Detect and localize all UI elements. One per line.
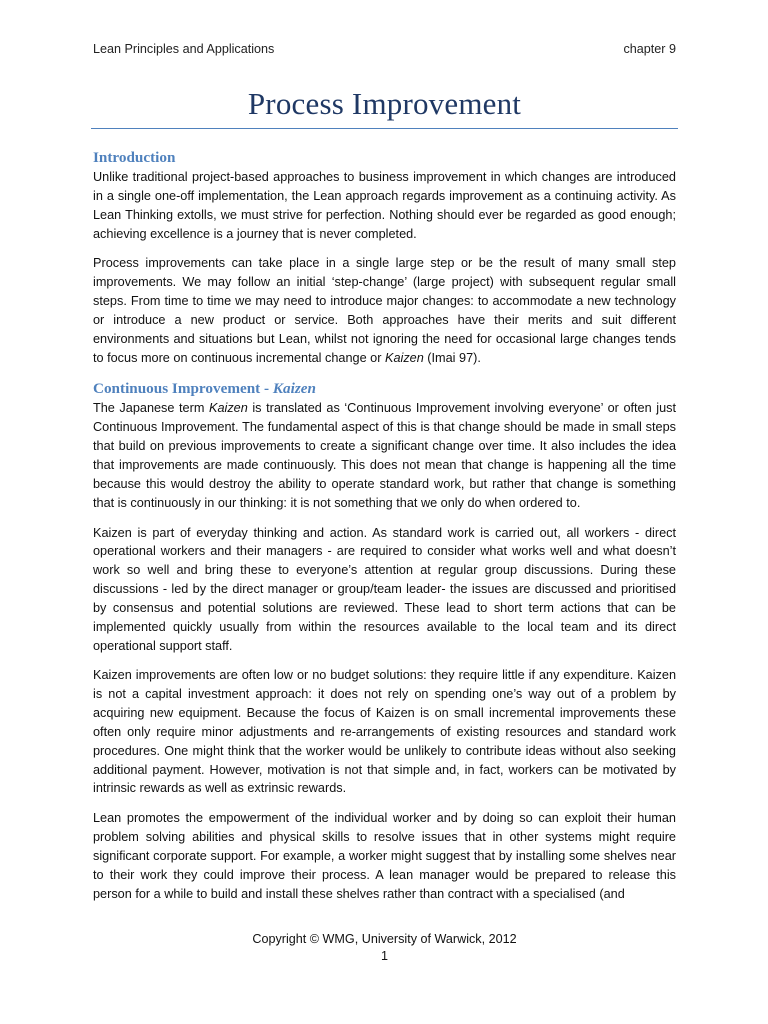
heading-continuous-improvement <box>93 379 676 399</box>
document-body <box>93 148 676 904</box>
intro-p2-text: Process improvements can take place in a single large step or be the result of many small step improvements. We may follow an initial ‘step-change’ (large project) with subsequent regular small steps. From time to time we may need to introduce major changes: to accommodate a new technology or introduce a new product or service. Both approaches have their merits and suit different environments and situations but Lean, whilst not ignoring the need for occasional large changes tends to focus more on continuous incremental change or <box>93 256 676 365</box>
page-title: Process Improvement <box>247 86 522 121</box>
kaizen-paragraph-3: Kaizen improvements are often low or no budget solutions: they require little if any expenditure. Kaizen is not a capital investment approach: it does not rely on spending one’s way out of a problem by acquiring new equipment. Because the focus of Kaizen is on small incremental improvements these often only require minor adjustments and re-arrangements of existing resources and standard work procedures. One might think that the worker would be unlikely to contribute ideas without also seeking additional payment. However, motivation is not that simple and, in fact, workers can be motivated by intrinsic rewards as well as extrinsic rewards. <box>93 668 676 796</box>
kaizen-paragraph-1 <box>93 399 676 512</box>
heading-ci-main: Continuous Improvement - <box>93 380 273 398</box>
page-footer <box>93 931 676 965</box>
intro-paragraph-1: Unlike traditional project-based approaches to business improvement in which changes are introduced in a single one-off implementation, the Lean approach regards improvement as a continuing activity. As Lean Thinking extolls, we must strive for perfection. Nothing should ever be regarded as good enough; achieving excellence is a journey that is never completed. <box>93 170 676 241</box>
kaizen-p1-text: is translated as ‘Continuous Improvement involving everyone’ or often just Continuous Improvement. The fundamental aspect of this is that change should be made in small steps that build on previous improvements to create a significant change over time. It also includes the idea that improvements are made continuously. This does not mean that change is happening all the time because this would destroy the ability to operate standard work, but rather that change is something that is continuously in our thinking: it is not something that we only do when ordered to. <box>93 401 676 510</box>
kaizen-paragraph-4: Lean promotes the empowerment of the individual worker and by doing so can exploit their human problem solving abilities and physical skills to resolve issues that in other systems might require significant corporate support. For example, a worker might suggest that by installing some shelves near to their work they could improve their process. A lean manager would be prepared to release this person for a while to build and install these shelves rather than contract with a specialised (and <box>93 811 676 901</box>
title-divider <box>91 128 678 129</box>
intro-p2-citation: (Imai 97). <box>423 350 481 365</box>
kaizen-p1-term: Kaizen <box>208 401 248 416</box>
kaizen-p1-lead: The Japanese term <box>93 401 209 416</box>
header-chapter: chapter 9 <box>623 42 676 56</box>
page-header <box>93 42 676 60</box>
kaizen-paragraph-2: Kaizen is part of everyday thinking and action. As standard work is carried out, all workers - direct operational workers and their managers - are required to consider what works well and what doesn’t work so well and bring these to everyone’s attention at regular group discussions. During these discussions - led by the direct manager or group/team leader- the issues are discussed and prioritised by consensus and potential solutions are reviewed. These lead to short term actions that can be implemented quickly usually from within the resources available to the local team and its direct operational support staff. <box>93 525 676 653</box>
heading-ci-kaizen: Kaizen <box>272 380 316 398</box>
intro-p2-kaizen: Kaizen <box>384 350 424 365</box>
footer-copyright: Copyright © WMG, University of Warwick, 2012 <box>252 932 517 946</box>
intro-paragraph-2 <box>93 254 676 367</box>
header-book-title: Lean Principles and Applications <box>93 42 275 56</box>
heading-introduction: Introduction <box>93 149 176 166</box>
page-number: 1 <box>380 949 388 963</box>
document-page <box>93 0 676 1024</box>
